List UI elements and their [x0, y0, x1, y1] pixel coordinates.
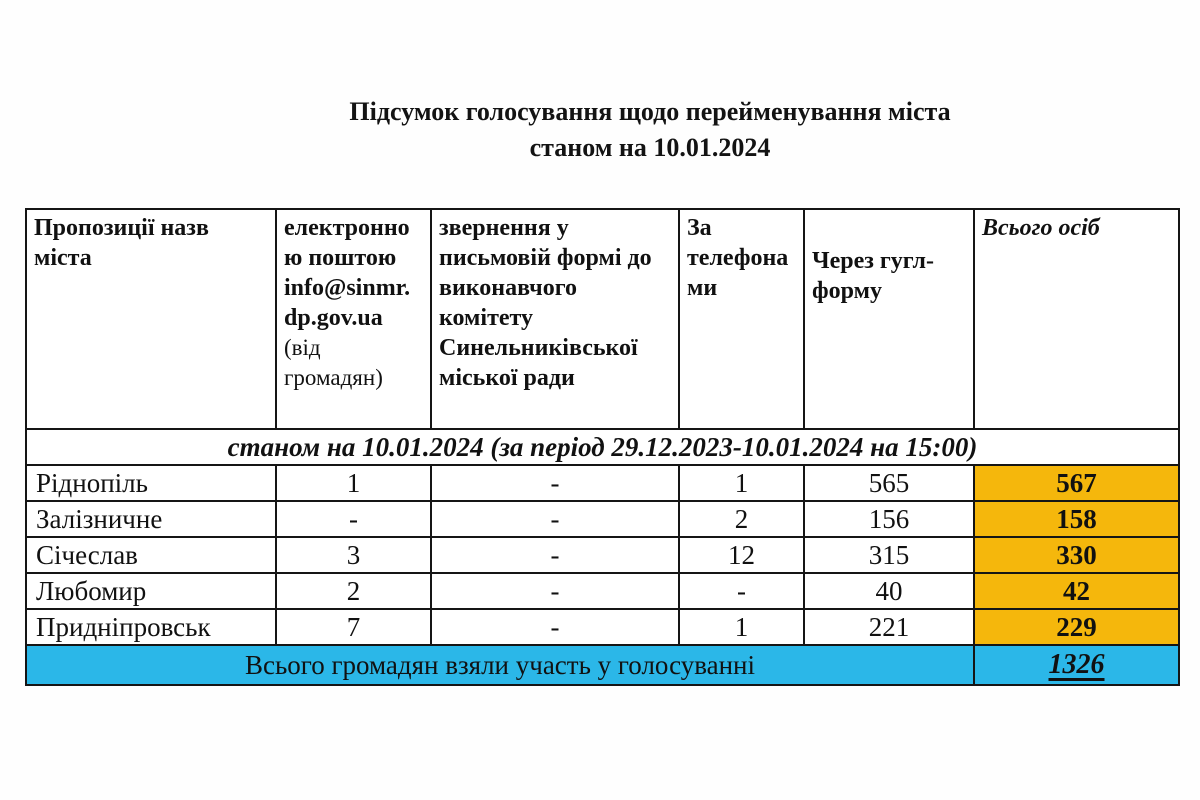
header-cell-written-appeals: звернення у письмовій формі до виконавчого комітету Синельниківської міської ради [431, 209, 679, 429]
city-name: Залізничне [26, 501, 276, 537]
table-header [26, 209, 1179, 429]
google-form-votes: 156 [804, 501, 974, 537]
phone-votes: - [679, 573, 804, 609]
written-votes: - [431, 537, 679, 573]
table-row [26, 501, 1179, 537]
written-votes: - [431, 501, 679, 537]
header-cell-google-form [804, 209, 974, 429]
email-votes: 2 [276, 573, 431, 609]
phone-votes: 2 [679, 501, 804, 537]
table-footer [26, 645, 1179, 685]
period-row [26, 429, 1179, 465]
city-name: Ріднопіль [26, 465, 276, 501]
document-title [100, 94, 1200, 166]
email-votes: 7 [276, 609, 431, 645]
header-cell-proposals: Пропозиції назв міста [26, 209, 276, 429]
city-name: Придніпровськ [26, 609, 276, 645]
total-votes: 567 [974, 465, 1179, 501]
grand-total [974, 645, 1179, 685]
voting-results-table [25, 208, 1180, 686]
google-form-votes: 565 [804, 465, 974, 501]
header-email-note: (від громадян) [284, 335, 383, 390]
written-votes: - [431, 465, 679, 501]
total-votes: 330 [974, 537, 1179, 573]
header-email-main: електронною поштою info@sinmr.dp.gov.ua [284, 215, 411, 331]
header-row [26, 209, 1179, 429]
phone-votes: 1 [679, 465, 804, 501]
city-name: Січеслав [26, 537, 276, 573]
written-votes: - [431, 573, 679, 609]
document-title-line1: Підсумок голосування щодо перейменування міста [349, 97, 951, 126]
header-google-form-label: Через гугл-форму [812, 248, 934, 304]
written-votes: - [431, 609, 679, 645]
phone-votes: 1 [679, 609, 804, 645]
document-title-line2: станом на 10.01.2024 [529, 133, 771, 162]
email-votes: - [276, 501, 431, 537]
table-row [26, 537, 1179, 573]
phone-votes: 12 [679, 537, 804, 573]
period-note: станом на 10.01.2024 (за період 29.12.2023-10.01.2024 на 15:00) [26, 429, 1179, 465]
table-row [26, 573, 1179, 609]
table-row [26, 465, 1179, 501]
total-votes: 229 [974, 609, 1179, 645]
header-cell-email [276, 209, 431, 429]
footer-row [26, 645, 1179, 685]
google-form-votes: 221 [804, 609, 974, 645]
footer-label: Всього громадян взяли участь у голосуванні [26, 645, 974, 685]
header-cell-total: Всього осіб [974, 209, 1179, 429]
table-body [26, 429, 1179, 645]
email-votes: 3 [276, 537, 431, 573]
grand-total-value: 1326 [1048, 649, 1105, 680]
header-cell-phone: За телефонами [679, 209, 804, 429]
table-row [26, 609, 1179, 645]
email-votes: 1 [276, 465, 431, 501]
google-form-votes: 315 [804, 537, 974, 573]
google-form-votes: 40 [804, 573, 974, 609]
total-votes: 42 [974, 573, 1179, 609]
city-name: Любомир [26, 573, 276, 609]
total-votes: 158 [974, 501, 1179, 537]
